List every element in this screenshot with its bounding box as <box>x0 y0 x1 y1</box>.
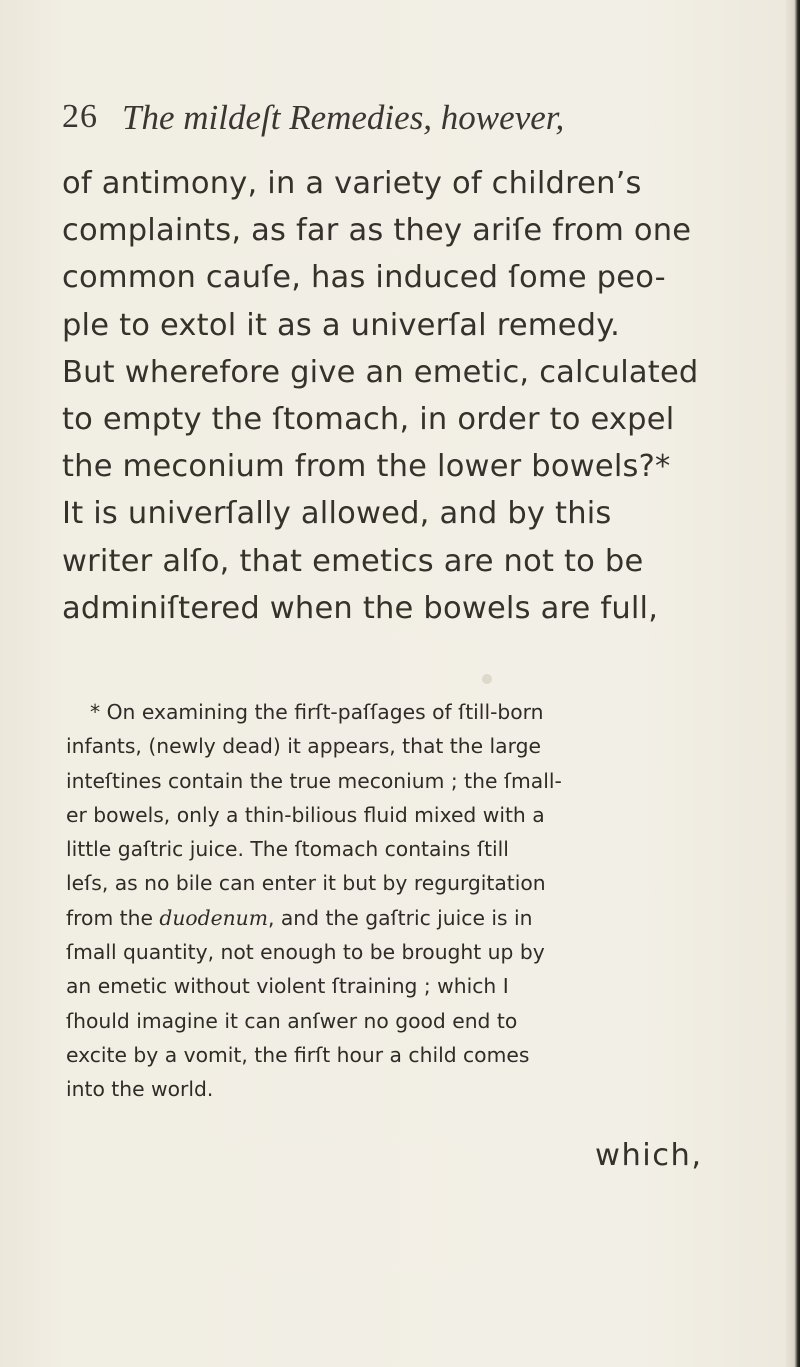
footnote-line: ſmall quantity, not enough to be brought up by <box>66 940 545 965</box>
text-line: complaints, as far as they ariſe from one <box>62 213 692 249</box>
footnote-line: er bowels, only a thin-bilious fluid mixed with a <box>66 802 545 827</box>
text-line: But wherefore give an emetic, calculated <box>62 354 699 390</box>
footnote-line: infants, (newly dead) it appears, that the large <box>66 734 541 759</box>
page-header <box>62 98 762 148</box>
text-line: writer alſo, that emetics are not to be <box>62 543 644 579</box>
footnote-line: ſhould imagine it can anſwer no good end to <box>66 1008 518 1033</box>
text-line: the meconium from the lower bowels?* <box>62 449 671 485</box>
footnote-line: an emetic without violent ſtraining ; which I <box>66 974 509 999</box>
footnote-line: excite by a vomit, the firſt hour a child comes <box>66 1042 530 1067</box>
catchword: which, <box>595 1138 703 1173</box>
text-line: to empty the ſtomach, in order to expel <box>62 401 675 437</box>
main-text <box>62 160 762 632</box>
footnote <box>66 695 766 1107</box>
text-line: It is univerſally allowed, and by this <box>62 496 612 532</box>
footnote-line: inteſtines contain the true meconium ; the ſmall- <box>66 768 562 793</box>
text-line: common cauſe, has induced ſome peo- <box>62 260 666 296</box>
paper-stain <box>482 674 492 684</box>
text-line: ple to extol it as a univerſal remedy. <box>62 307 621 343</box>
text-line: of antimony, in a variety of children’s <box>62 166 642 201</box>
page-number: 26 <box>62 98 98 135</box>
text-line: adminiſtered when the bowels are full, <box>62 590 659 626</box>
footnote-line: leſs, as no bile can enter it but by regurgitation <box>66 871 546 896</box>
footnote-line: from the duodenum, and the gaſtric juice is in <box>66 905 533 930</box>
footnote-line: into the world. <box>66 1077 214 1102</box>
running-head: The mildeſt Remedies, however, <box>122 98 565 137</box>
footnote-line: little gaſtric juice. The ſtomach contains ſtill <box>66 837 509 862</box>
page-edge-shadow <box>786 0 800 1367</box>
footnote-line: * On examining the firſt-paſſages of ſtill-born <box>90 700 544 724</box>
